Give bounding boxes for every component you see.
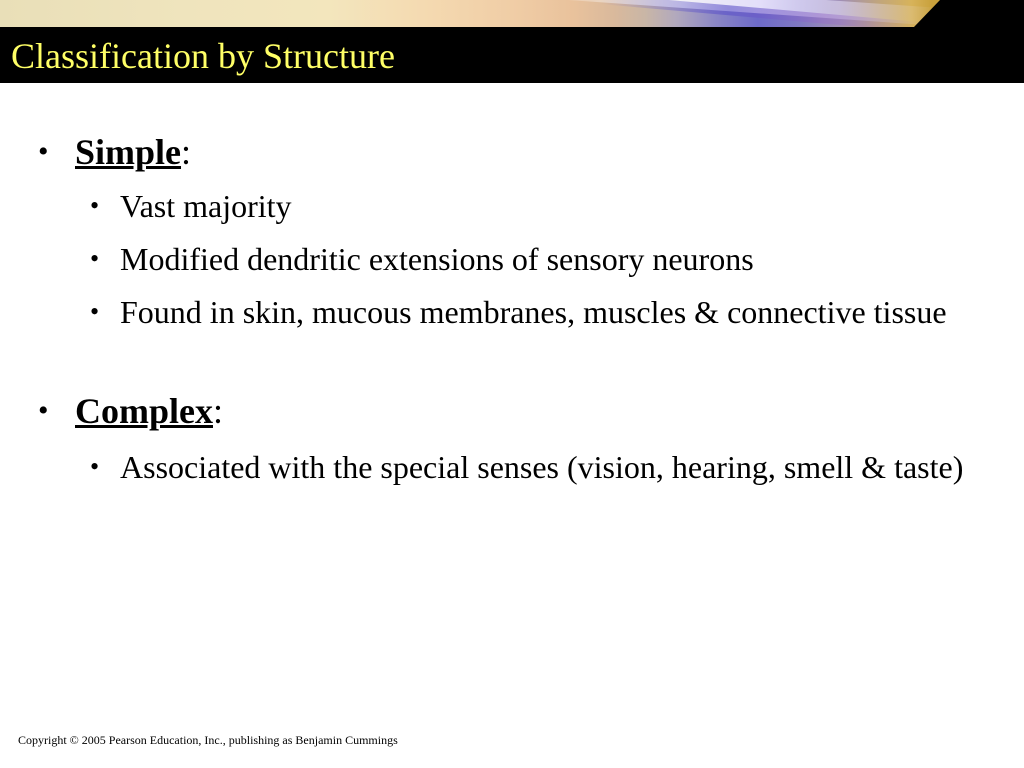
sub-bullet-text: Vast majority [120, 188, 292, 224]
bullet-simple [38, 132, 191, 172]
sub-bullet-icon: • [90, 244, 100, 273]
bullet-icon: • [38, 135, 49, 168]
bullet-icon: • [38, 394, 49, 427]
sub-bullet-text: Associated with the special senses (vision, hearing, smell & taste) [120, 449, 964, 485]
sub-bullet-text: Modified dendritic extensions of sensory neurons [120, 241, 754, 277]
sub-bullet [90, 237, 990, 281]
sub-bullet-icon: • [90, 191, 100, 220]
copyright-footer: Copyright © 2005 Pearson Education, Inc., publishing as Benjamin Cummings [18, 733, 398, 747]
bullet-term-simple: Simple [75, 132, 182, 172]
bullet-term-complex: Complex [75, 391, 213, 431]
bullet-complex [38, 391, 223, 431]
sub-bullet-text: Found in skin, mucous membranes, muscles & connective tissue [120, 294, 947, 330]
sub-bullet-icon: • [90, 452, 100, 481]
sub-bullet [90, 445, 990, 489]
bullet-colon: : [181, 132, 192, 172]
sub-bullet [90, 184, 990, 228]
bullet-colon: : [213, 391, 224, 431]
sub-bullet-icon: • [90, 297, 100, 326]
slide-title: Classification by Structure [11, 36, 395, 76]
sub-bullet [90, 290, 990, 334]
